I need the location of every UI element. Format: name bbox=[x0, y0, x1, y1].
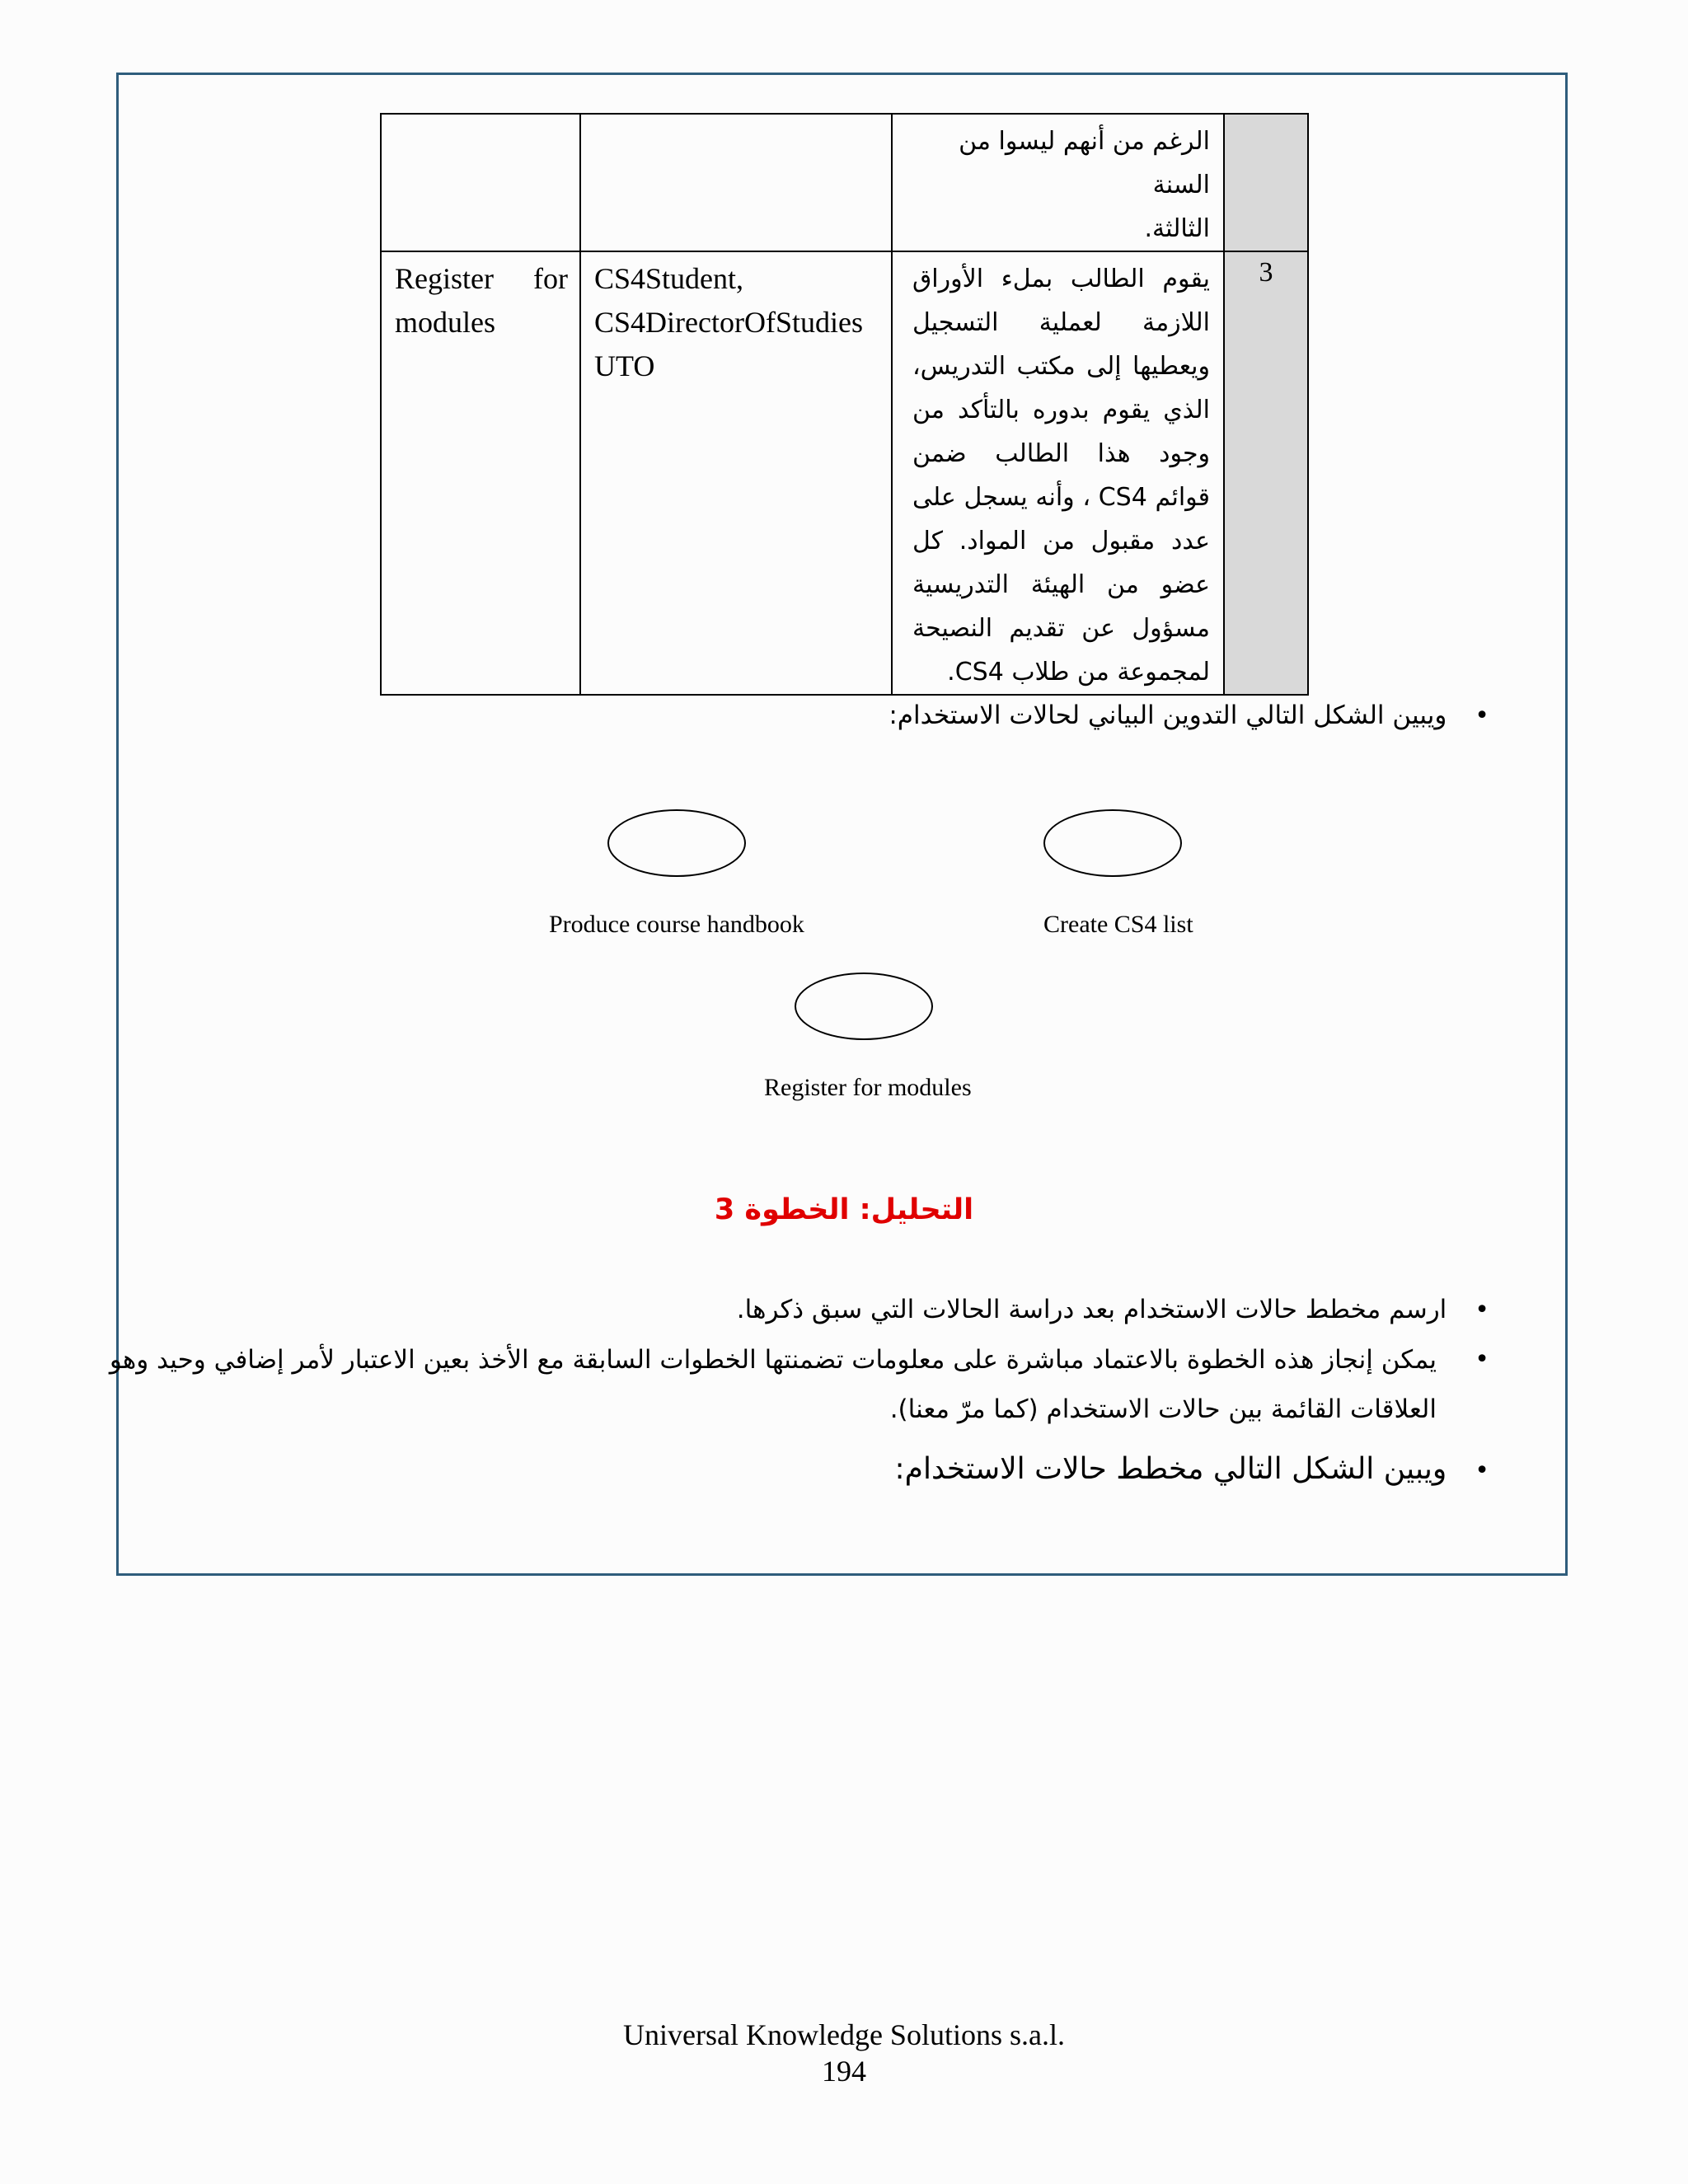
bullet-dot: • bbox=[1475, 701, 1489, 730]
description-cell bbox=[892, 114, 1224, 251]
actors-cell bbox=[580, 251, 892, 695]
number-cell bbox=[1224, 114, 1308, 251]
table-row bbox=[381, 251, 1308, 695]
use-case-ellipse bbox=[1043, 809, 1182, 877]
bullet-text: يمكن إنجاز هذه الخطوة بالاعتماد مباشرة على معلومات تضمنتها الخطوات السابقة مع الأخذ بعين الاعتبار لأمر إضافي وحيد وهو العلاقات القائمة بين حالات الاستخدام (كما مرّ معنا). bbox=[109, 1345, 1437, 1424]
use-case-label: Create CS4 list bbox=[1043, 911, 1193, 938]
use-case-ellipse bbox=[607, 809, 746, 877]
actor-name: CS4DirectorOfStudies bbox=[594, 306, 863, 339]
number-cell bbox=[1224, 251, 1308, 695]
use-case-name: Register for modules bbox=[395, 262, 568, 339]
bullet-item bbox=[737, 1285, 1489, 1335]
actor-name: CS4Student, bbox=[594, 262, 744, 295]
use-case-description: يقوم الطالب بملء الأوراق اللازمة لعملية التسجيل ويعطيها إلى مكتب التدريس، الذي يقوم بدوره بالتأكد من وجود هذا الطالب ضمن قوائم CS4 ، وأنه يسجل على عدد مقبول من المواد. كل عضو من الهيئة التدريسية مسؤول عن تقديم النصيحة لمجموعة من طلاب CS4. bbox=[912, 265, 1210, 687]
bullet-item bbox=[88, 1335, 1489, 1434]
bullet-item bbox=[889, 691, 1489, 741]
description-line: الثالثة. bbox=[1144, 214, 1210, 243]
section-heading: التحليل: الخطوة 3 bbox=[714, 1193, 974, 1226]
bullet-dot: • bbox=[1475, 1456, 1489, 1485]
bullet-item bbox=[895, 1445, 1489, 1496]
table-row bbox=[381, 114, 1308, 251]
bullet-text: ويبين الشكل التالي التدوين البياني لحالات الاستخدام: bbox=[889, 701, 1447, 730]
bullet-text: ارسم مخطط حالات الاستخدام بعد دراسة الحالات التي سبق ذكرها. bbox=[736, 1295, 1447, 1324]
bullet-dot: • bbox=[1475, 1296, 1489, 1324]
actor-name: UTO bbox=[594, 349, 655, 382]
footer-publisher: Universal Knowledge Solutions s.a.l. bbox=[623, 2018, 1065, 2051]
use-case-table bbox=[380, 113, 1309, 696]
use-case-ellipse bbox=[795, 972, 933, 1040]
description-line: الرغم من أنهم ليسوا من السنة bbox=[959, 127, 1210, 199]
use-case-label: Register for modules bbox=[764, 1074, 972, 1101]
bullet-text: ويبين الشكل التالي مخطط حالات الاستخدام: bbox=[894, 1452, 1447, 1486]
use-case-name-cell bbox=[381, 114, 580, 251]
bullet-dot: • bbox=[1475, 1345, 1489, 1374]
row-number: 3 bbox=[1259, 257, 1273, 288]
use-case-name-cell bbox=[381, 251, 580, 695]
use-case-label: Produce course handbook bbox=[549, 911, 804, 938]
description-cell bbox=[892, 251, 1224, 695]
actors-cell bbox=[580, 114, 892, 251]
page-number: 194 bbox=[822, 2055, 866, 2088]
